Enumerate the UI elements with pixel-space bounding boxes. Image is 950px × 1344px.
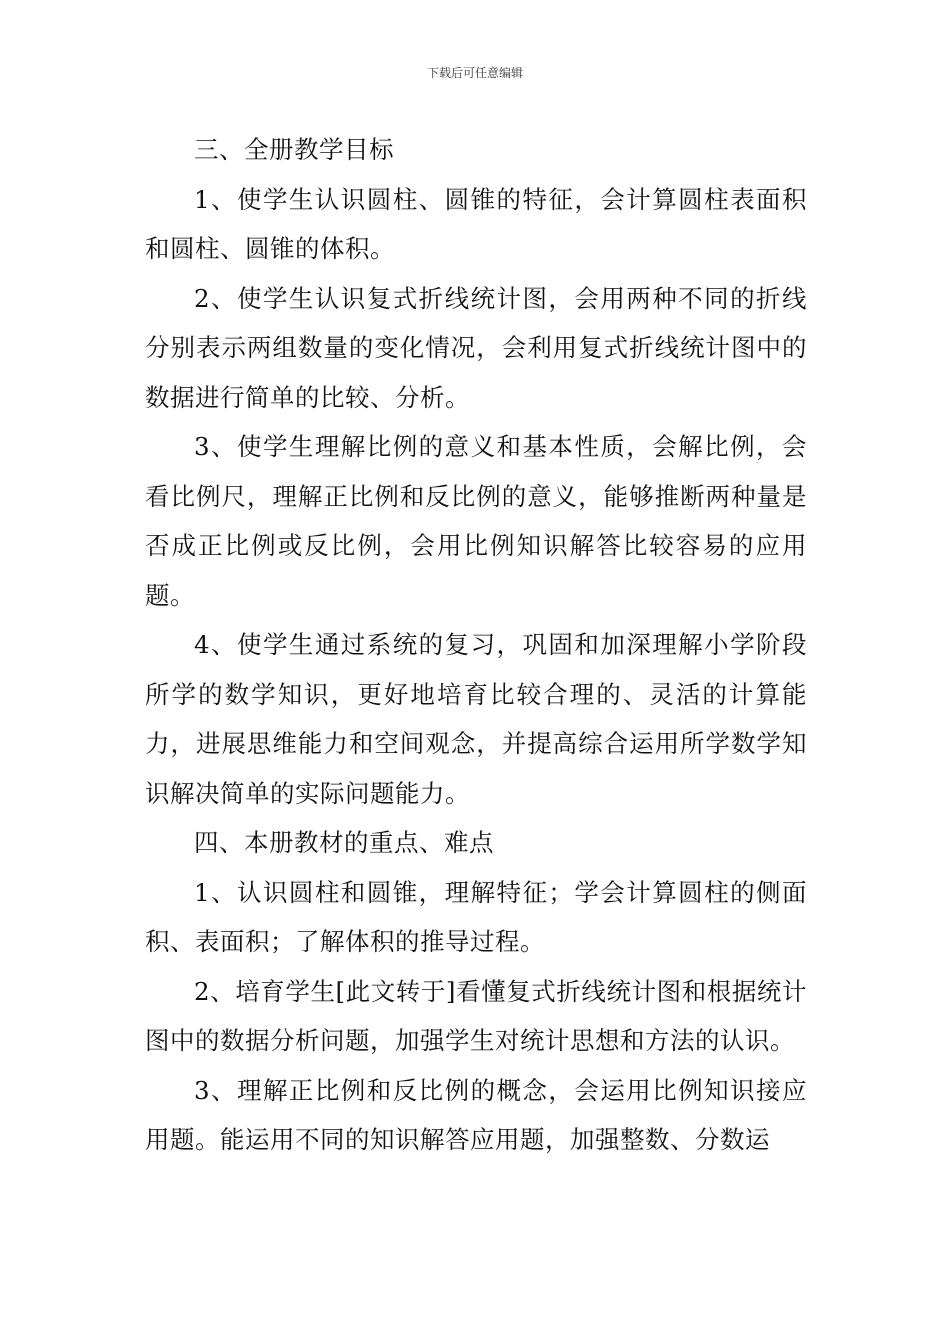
document-body — [145, 125, 807, 1165]
key-point-item-1: 1、认识圆柱和圆锥，理解特征；学会计算圆柱的侧面积、表面积；了解体积的推导过程。 — [145, 877, 807, 956]
section-heading-key-points: 四、本册教材的重点、难点 — [194, 828, 494, 857]
section-heading-goals: 三、全册教学目标 — [194, 135, 394, 164]
goal-item-4: 4、使学生通过系统的复习，巩固和加深理解小学阶段所学的数学知识，更好地培育比较合理的、灵活的计算能力，进展思维能力和空间观念，并提高综合运用所学数学知识解决简单的实际问题能力。 — [145, 630, 807, 808]
page-header: 下载后可任意编辑 — [426, 66, 523, 80]
goal-item-3: 3、使学生理解比例的意义和基本性质，会解比例，会看比例尺，理解正比例和反比例的意义，能够推断两种量是否成正比例或反比例，会用比例知识解答比较容易的应用题。 — [145, 432, 807, 610]
key-point-item-2: 2、培育学生[此文转于]看懂复式折线统计图和根据统计图中的数据分析问题，加强学生对统计思想和方法的认识。 — [145, 976, 807, 1055]
goal-item-1: 1、使学生认识圆柱、圆锥的特征，会计算圆柱表面积和圆柱、圆锥的体积。 — [145, 184, 807, 263]
goal-item-2: 2、使学生认识复式折线统计图，会用两种不同的折线分别表示两组数量的变化情况，会利用复式折线统计图中的数据进行简单的比较、分析。 — [145, 283, 807, 412]
key-point-item-3: 3、理解正比例和反比例的概念，会运用比例知识接应用题。能运用不同的知识解答应用题，加强整数、分数运 — [145, 1075, 807, 1154]
